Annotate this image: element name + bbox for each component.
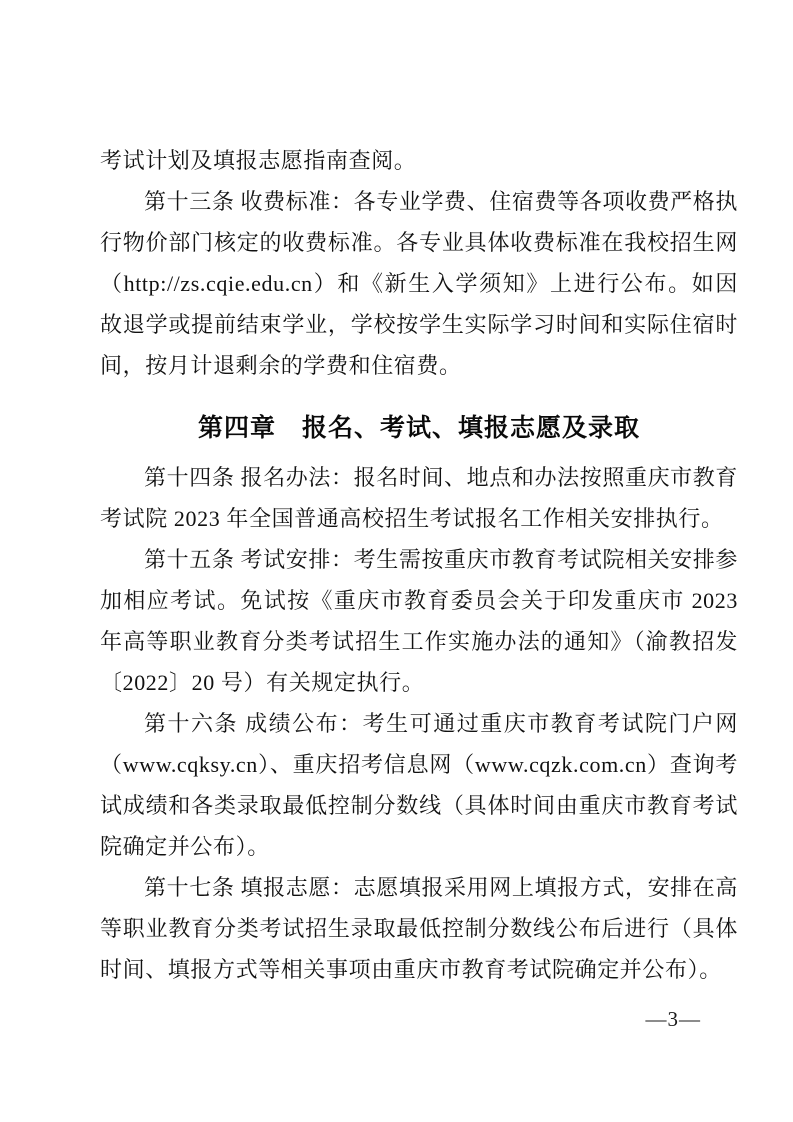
paragraph-article-16-score-release: 第十六条 成绩公布：考生可通过重庆市教育考试院门户网（www.cqksy.cn）、重庆招考信息网（www.cqzk.com.cn）查询考试成绩和各类录取最低控制分数线（具体时间由重庆市教育考试院确定并公布）。 bbox=[100, 711, 738, 859]
page-number: —3— bbox=[645, 1007, 701, 1031]
paragraph-article-15-exam-arrangement: 第十五条 考试安排：考生需按重庆市教育考试院相关安排参加相应考试。免试按《重庆市教育委员会关于印发重庆市 2023 年高等职业教育分类考试招生工作实施办法的通知》（渝教招发〔2022〕20 号）有关规定执行。 bbox=[100, 547, 738, 695]
paragraph-article-17-volunteer-filling: 第十七条 填报志愿：志愿填报采用网上填报方式，安排在高等职业教育分类考试招生录取最低控制分数线公布后进行（具体时间、填报方式等相关事项由重庆市教育考试院确定并公布）。 bbox=[100, 875, 738, 982]
paragraph-article-14-registration: 第十四条 报名办法：报名时间、地点和办法按照重庆市教育考试院 2023 年全国普通高校招生考试报名工作相关安排执行。 bbox=[100, 465, 738, 531]
chapter-4-heading: 第四章 报名、考试、填报志愿及录取 bbox=[197, 414, 640, 442]
document-body bbox=[100, 140, 738, 990]
paragraph-continuation: 考试计划及填报志愿指南查阅。 bbox=[100, 148, 417, 173]
paragraph-article-13-fees: 第十三条 收费标准：各专业学费、住宿费等各项收费严格执行物价部门核定的收费标准。各专业具体收费标准在我校招生网（http://zs.cqie.edu.cn）和《新生入学须知》上进行公布。如因故退学或提前结束学业，学校按学生实际学习时间和实际住宿时间，按月计退剩余的学费和住宿费。 bbox=[100, 189, 738, 378]
